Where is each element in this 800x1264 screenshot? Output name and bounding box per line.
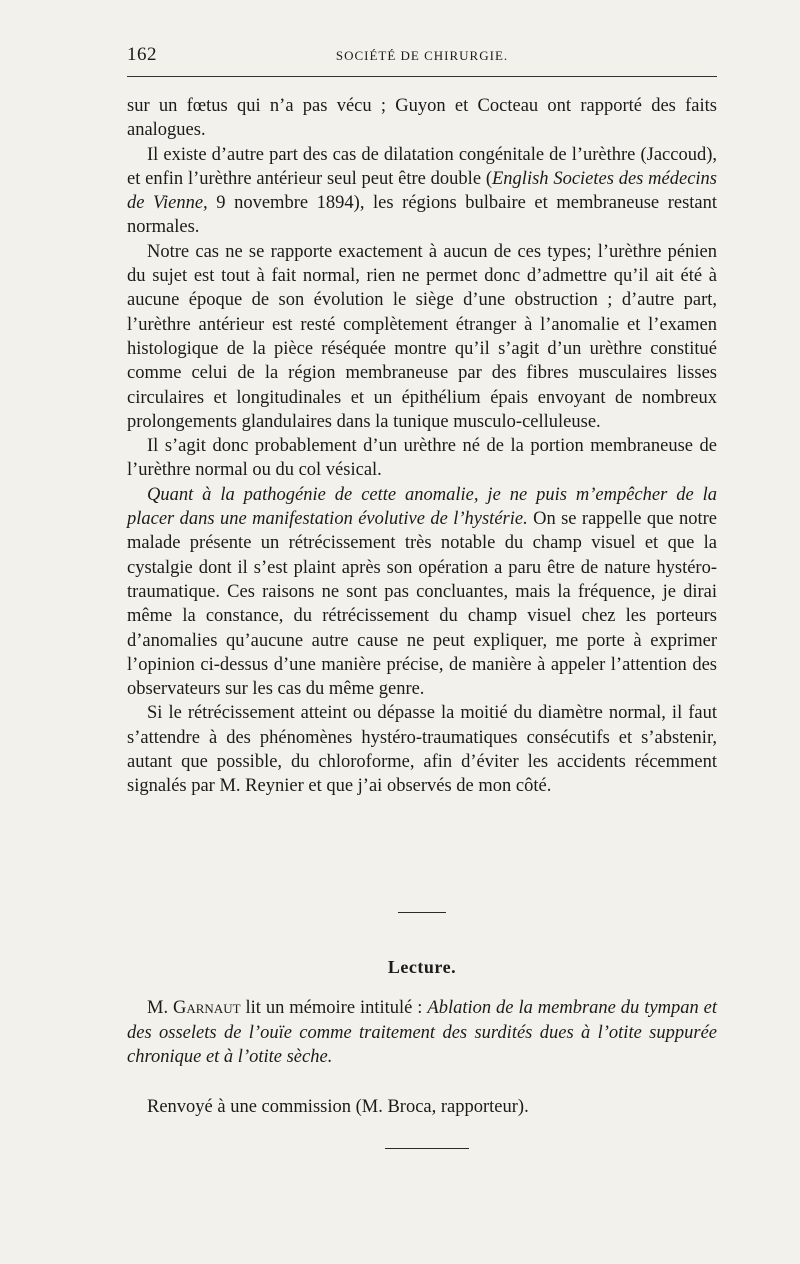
lecture-verb: lit un mémoire intitulé : xyxy=(240,998,428,1018)
paragraph-2-text-a: Il existe d’autre part des cas de dilatation congénitale de l’urèthre (Jaccoud), et enfin l’urèthre antérieur seul peut être double ( xyxy=(127,144,717,189)
section-title: Lecture. xyxy=(387,957,457,977)
page-header xyxy=(127,44,717,68)
lecture-memoir-title: Ablation de la membrane du tympan et des osselets de l’ouïe comme traitement des surdités dues à l’otite suppurée chronique et à l’otite sèche. xyxy=(127,998,717,1067)
page-number: 162 xyxy=(127,44,157,65)
paragraph-5-text: On se rappelle que notre malade présente un rétrécissement très notable du champ visuel et que la cystalgie dont il s’est plaint après son opération a paru être de nature hystéro-traumatique. Ces raisons ne sont pas concluantes, mais la fréquence, je dirai même la constance, du rétrécissement du champ visuel chez les porteurs d’anomalies qu’aucune autre cause ne peut expliquer, me porte à exprimer l’opinion ci-dessus d’une manière précise, de manière à appeler l’attention des observateurs sur les cas du même genre. xyxy=(127,509,717,700)
end-separator xyxy=(385,1148,469,1149)
paragraph-2-citation: English Societes des médecins de Vienne, xyxy=(127,168,718,214)
lecture-referral: Renvoyé à une commission (M. Broca, rapporteur). xyxy=(147,1097,529,1117)
paragraph-3: Notre cas ne se rapporte exactement à aucun de ces types; l’urèthre pénien du sujet est tout à fait normal, rien ne permet donc d’admettre qu’il ait été à aucune époque de son évolution le siège d’une obstruction ; d’autre part, l’urèthre antérieur est resté complètement étranger à l’anomalie et l’examen histologique de la pièce réséquée montre qu’il s’agit d’un urèthre constitué comme celui de la région membraneuse par des fibres musculaires lisses circulaires et longitudinales et un épithélium épais envoyant de nombreux prolongements glandulaires dans la tunique musculo-celluleuse. xyxy=(127,241,717,432)
running-head: SOCIÉTÉ DE CHIRURGIE. xyxy=(335,48,509,63)
paragraph-1: sur un fœtus qui n’a pas vécu ; Guyon et Cocteau ont rapporté des faits analogues. xyxy=(127,96,717,141)
paragraph-2 xyxy=(127,143,717,240)
lecture-text xyxy=(127,996,717,1070)
main-text xyxy=(127,94,717,799)
paragraph-6: Si le rétrécissement atteint ou dépasse la moitié du diamètre normal, il faut s’attendre à des phénomènes hystéro-traumatiques consécutifs et s’abstenir, autant que possible, du chloroforme, afin d’éviter les accidents récemment signalés par M. Reynier et que j’ai observés de mon côté. xyxy=(127,703,717,797)
lecture-author-prefix: M. xyxy=(147,998,174,1018)
paragraph-2-text-b: 9 novembre 1894), les régions bulbaire et membraneuse restant normales. xyxy=(127,193,718,238)
paragraph-5-italic: Quant à la pathogénie de cette anomalie, je ne puis m’empêcher de la placer dans une manifestation évolutive de l’hystérie. xyxy=(127,484,717,530)
lecture-author-name: Garnaut xyxy=(173,998,241,1018)
paragraph-5 xyxy=(127,483,717,702)
section-separator xyxy=(398,912,446,913)
header-rule xyxy=(127,76,717,77)
lecture-paragraph xyxy=(127,996,717,1070)
paragraph-4: Il s’agit donc probablement d’un urèthre né de la portion membraneuse de l’urèthre normal ou du col vésical. xyxy=(127,436,717,481)
